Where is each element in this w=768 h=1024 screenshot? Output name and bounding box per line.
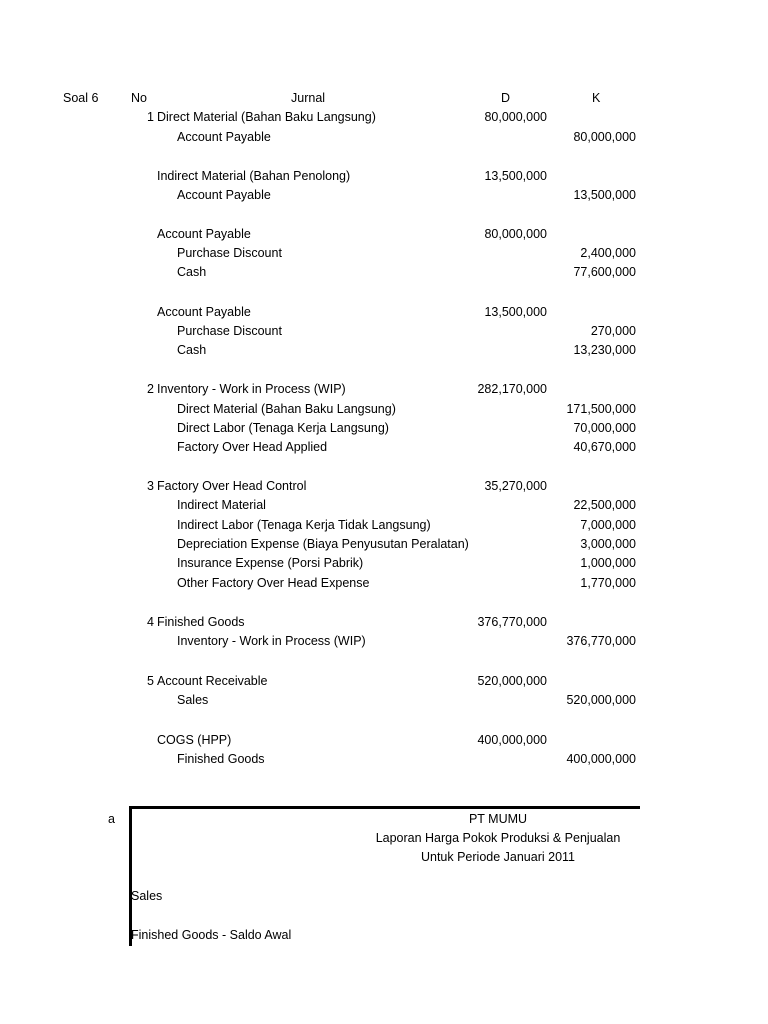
journal-credit-account: Purchase Discount (177, 324, 282, 338)
debit-header: D (501, 91, 511, 105)
journal-debit-account: Inventory - Work in Process (WIP) (157, 382, 346, 396)
journal-debit-account: Indirect Material (Bahan Penolong) (157, 169, 351, 183)
journal-credit-account: Other Factory Over Head Expense (177, 576, 370, 590)
journal-credit-account: Direct Labor (Tenaga Kerja Langsung) (177, 421, 389, 435)
debit-amount: 282,170,000 (477, 382, 547, 396)
debit-amount: 400,000,000 (477, 733, 547, 747)
journal-credit-account: Indirect Labor (Tenaga Kerja Tidak Langsung) (177, 518, 431, 532)
journal-debit-account: Factory Over Head Control (157, 479, 307, 493)
journal-credit-account: Sales (177, 693, 209, 707)
debit-amount: 376,770,000 (477, 615, 547, 629)
journal-entry-number: 2 (147, 382, 154, 396)
journal-credit-account: Depreciation Expense (Biaya Penyusutan Peralatan) (177, 537, 469, 551)
credit-amount: 3,000,000 (580, 537, 636, 551)
journal-credit-account: Account Payable (177, 188, 271, 202)
company-name: PT MUMU (468, 812, 528, 826)
debit-amount: 35,270,000 (484, 479, 547, 493)
journal-debit-account: COGS (HPP) (157, 733, 232, 747)
journal-credit-account: Factory Over Head Applied (177, 440, 328, 454)
journal-credit-account: Cash (177, 343, 207, 357)
credit-amount: 1,000,000 (580, 556, 636, 570)
credit-amount: 13,500,000 (573, 188, 636, 202)
journal-debit-account: Direct Material (Bahan Baku Langsung) (157, 110, 376, 124)
debit-amount: 13,500,000 (484, 305, 547, 319)
report-row-sales: Sales (131, 889, 163, 903)
debit-amount: 80,000,000 (484, 110, 547, 124)
credit-amount: 80,000,000 (573, 130, 636, 144)
soal-label: Soal 6 (63, 91, 99, 105)
journal-debit-account: Account Payable (157, 305, 251, 319)
debit-amount: 520,000,000 (477, 674, 547, 688)
journal-entry-number: 1 (147, 110, 154, 124)
credit-amount: 7,000,000 (580, 518, 636, 532)
journal-credit-account: Direct Material (Bahan Baku Langsung) (177, 402, 396, 416)
journal-debit-account: Finished Goods (157, 615, 245, 629)
credit-amount: 13,230,000 (573, 343, 636, 357)
journal-credit-account: Insurance Expense (Porsi Pabrik) (177, 556, 364, 570)
credit-amount: 376,770,000 (566, 634, 636, 648)
credit-amount: 77,600,000 (573, 265, 636, 279)
journal-credit-account: Account Payable (177, 130, 271, 144)
journal-entry-number: 4 (147, 615, 154, 629)
credit-amount: 400,000,000 (566, 752, 636, 766)
report-left-border (129, 806, 132, 946)
debit-amount: 13,500,000 (484, 169, 547, 183)
credit-amount: 40,670,000 (573, 440, 636, 454)
journal-credit-account: Indirect Material (177, 498, 266, 512)
credit-amount: 1,770,000 (580, 576, 636, 590)
report-period: Untuk Periode Januari 2011 (420, 850, 576, 864)
debit-amount: 80,000,000 (484, 227, 547, 241)
journal-entry-number: 5 (147, 674, 154, 688)
section-label: a (108, 812, 115, 826)
credit-amount: 171,500,000 (566, 402, 636, 416)
report-title: Laporan Harga Pokok Produksi & Penjualan (375, 831, 621, 845)
credit-amount: 2,400,000 (580, 246, 636, 260)
credit-amount: 22,500,000 (573, 498, 636, 512)
report-top-border (130, 806, 640, 809)
journal-credit-account: Inventory - Work in Process (WIP) (177, 634, 366, 648)
jurnal-header: Jurnal (291, 91, 326, 105)
credit-header: K (592, 91, 601, 105)
journal-entry-number: 3 (147, 479, 154, 493)
journal-credit-account: Cash (177, 265, 207, 279)
journal-credit-account: Finished Goods (177, 752, 265, 766)
no-header: No (131, 91, 147, 105)
report-row-finished-goods: Finished Goods - Saldo Awal (131, 928, 292, 942)
credit-amount: 520,000,000 (566, 693, 636, 707)
credit-amount: 70,000,000 (573, 421, 636, 435)
journal-credit-account: Purchase Discount (177, 246, 282, 260)
credit-amount: 270,000 (590, 324, 636, 338)
journal-debit-account: Account Receivable (157, 674, 268, 688)
journal-debit-account: Account Payable (157, 227, 251, 241)
